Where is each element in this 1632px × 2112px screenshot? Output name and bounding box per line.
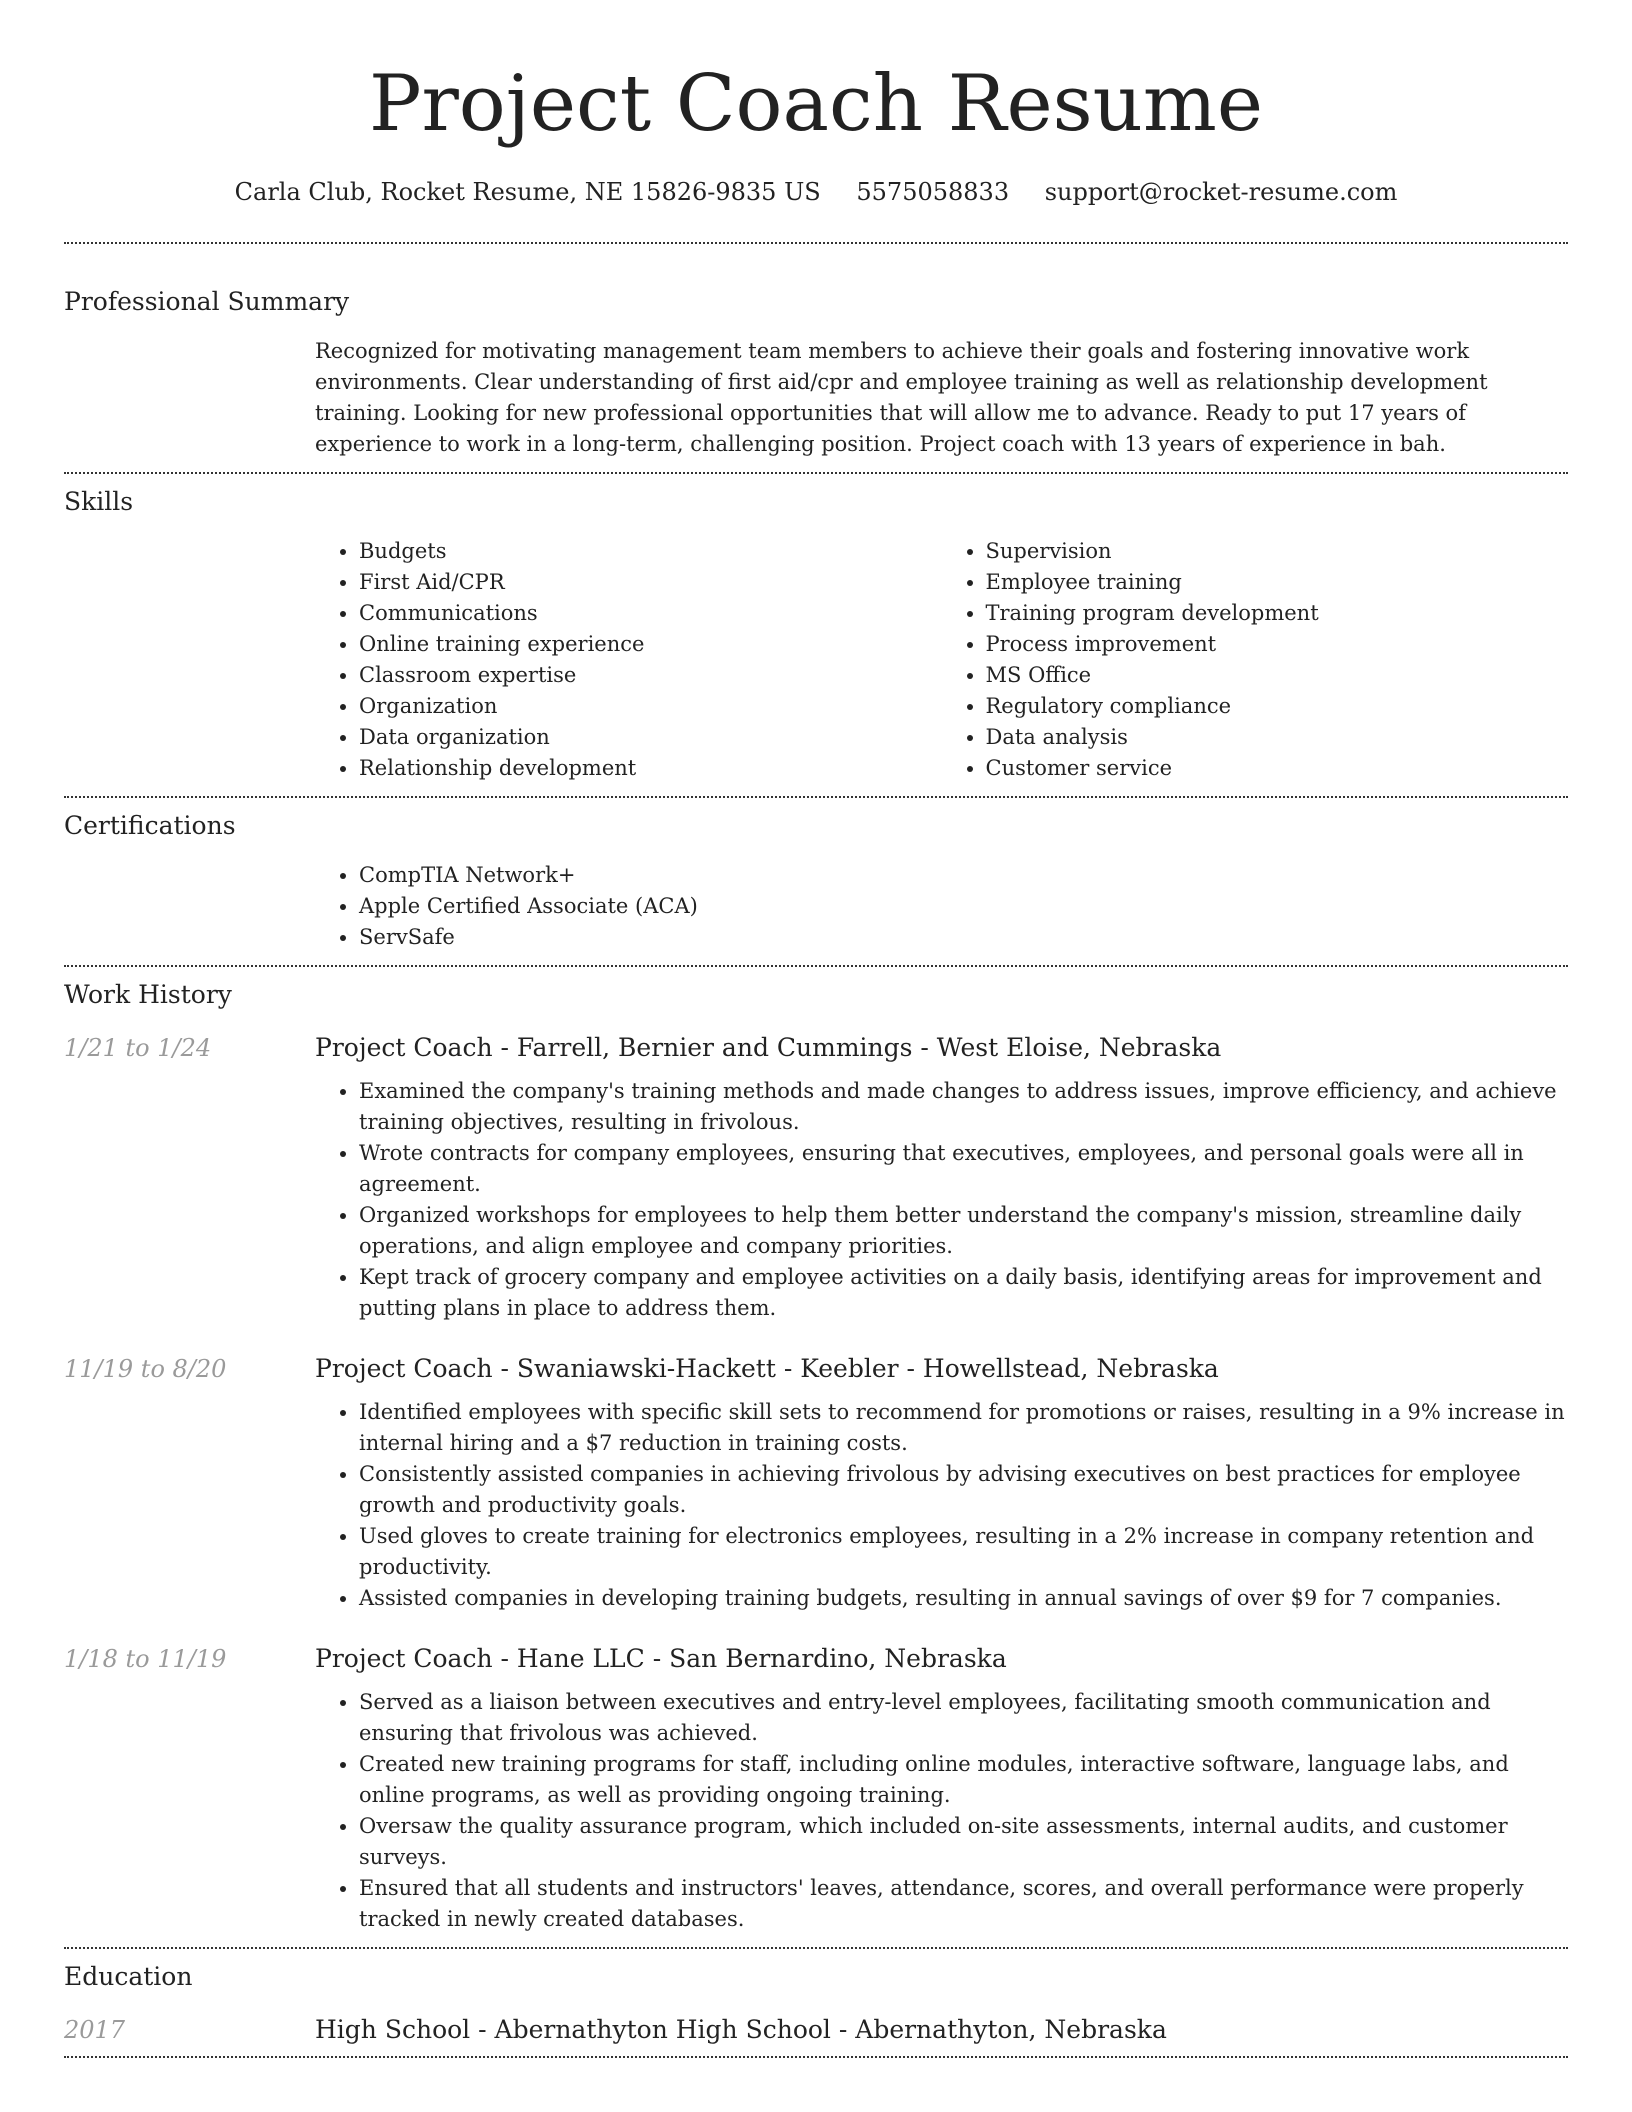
- job-entry: [64, 1644, 1568, 1935]
- section-education: [64, 1959, 1568, 2044]
- resume-title: Project Coach Resume: [368, 59, 1264, 149]
- job-bullet: • Identified employees with specific skill sets to recommend for promotions or raises, resulting in a 9% increase in internal hiring and a $7 reduction in training costs.: [359, 1397, 1568, 1459]
- skill-item: • Classroom expertise: [359, 660, 942, 691]
- skill-item: • Relationship development: [359, 753, 942, 784]
- skill-item: • Organization: [359, 691, 942, 722]
- job-details: [315, 1076, 1568, 1324]
- skills-list-right: [942, 536, 1569, 784]
- contact-phone: 5575058833: [856, 178, 1010, 206]
- contact-address: Carla Club, Rocket Resume, NE 15826-9835 US: [234, 178, 821, 206]
- skills-grid: [315, 536, 1568, 784]
- education-title: High School - Abernathyton High School - Abernathyton, Nebraska: [315, 2015, 1167, 2044]
- skill-item: • Communications: [359, 598, 942, 629]
- job-dates: 1/21 to 1/24: [64, 1034, 212, 1062]
- section-divider: [64, 796, 1568, 798]
- skill-item: • Data analysis: [986, 722, 1569, 753]
- skill-item: • Process improvement: [986, 629, 1569, 660]
- job-bullets: [315, 1397, 1568, 1614]
- job-header: [64, 1644, 1568, 1673]
- section-heading-work-history: Work History: [64, 980, 232, 1009]
- section-heading-skills: Skills: [64, 487, 134, 516]
- contact-line: [64, 174, 1568, 210]
- job-bullets: [315, 1687, 1568, 1935]
- job-header: [64, 1033, 1568, 1062]
- job-bullet: • Oversaw the quality assurance program, which included on-site assessments, internal audits, and customer surveys.: [359, 1811, 1568, 1873]
- job-entry: [64, 1354, 1568, 1614]
- certification-item: • ServSafe: [359, 922, 1568, 953]
- skill-item: • Online training experience: [359, 629, 942, 660]
- job-bullet: • Kept track of grocery company and employee activities on a daily basis, identifying areas for improvement and putting plans in place to address them.: [359, 1262, 1568, 1324]
- section-certifications: [64, 808, 1568, 953]
- job-title: Project Coach - Swaniawski-Hackett - Keebler - Howellstead, Nebraska: [315, 1354, 1219, 1383]
- section-divider: [64, 2056, 1568, 2058]
- skill-item: • Employee training: [986, 567, 1569, 598]
- job-bullet: • Served as a liaison between executives and entry-level employees, facilitating smooth communication and ensuring that frivolous was achieved.: [359, 1687, 1568, 1749]
- job-details: [315, 1687, 1568, 1935]
- skill-item: • Budgets: [359, 536, 942, 567]
- skill-item: • First Aid/CPR: [359, 567, 942, 598]
- section-heading-education: Education: [64, 1962, 193, 1991]
- certification-item: • CompTIA Network+: [359, 860, 1568, 891]
- job-title: Project Coach - Hane LLC - San Bernardino, Nebraska: [315, 1644, 1007, 1673]
- section-divider: [64, 242, 1568, 244]
- section-heading-certifications: Certifications: [64, 811, 236, 840]
- education-year: 2017: [64, 2016, 126, 2044]
- section-summary: [64, 284, 1568, 460]
- job-dates: 1/18 to 11/19: [64, 1645, 227, 1673]
- certification-item: • Apple Certified Associate (ACA): [359, 891, 1568, 922]
- resume-page: [64, 0, 1568, 2058]
- job-bullets: [315, 1076, 1568, 1324]
- certifications-body: [315, 860, 1568, 953]
- job-dates: 11/19 to 8/20: [64, 1355, 227, 1383]
- contact-email: support@rocket-resume.com: [1044, 178, 1398, 206]
- job-entry: [64, 1033, 1568, 1324]
- job-bullet: • Examined the company's training methods and made changes to address issues, improve efficiency, and achieve training objectives, resulting in frivolous.: [359, 1076, 1568, 1138]
- job-title: Project Coach - Farrell, Bernier and Cummings - West Eloise, Nebraska: [315, 1033, 1222, 1062]
- education-entry: [64, 2015, 1568, 2044]
- job-bullet: • Wrote contracts for company employees, ensuring that executives, employees, and personal goals were all in agreement.: [359, 1138, 1568, 1200]
- job-bullet: • Assisted companies in developing training budgets, resulting in annual savings of over $9 for 7 companies.: [359, 1583, 1568, 1614]
- summary-text: Recognized for motivating management team members to achieve their goals and fostering innovative work environments. Clear understanding of first aid/cpr and employee training as well as relationship development training. Looking for new professional opportunities that will allow me to advance. Ready to put 17 years of experience to work in a long-term, challenging position. Project coach with 13 years of experience in bah.: [315, 339, 1488, 456]
- section-divider: [64, 1947, 1568, 1949]
- job-details: [315, 1397, 1568, 1614]
- job-bullet: • Ensured that all students and instructors' leaves, attendance, scores, and overall performance were properly tracked in newly created databases.: [359, 1873, 1568, 1935]
- skill-item: • Data organization: [359, 722, 942, 753]
- section-heading-summary: Professional Summary: [64, 287, 350, 316]
- job-bullet: • Used gloves to create training for electronics employees, resulting in a 2% increase in company retention and productivity.: [359, 1521, 1568, 1583]
- skill-item: • Regulatory compliance: [986, 691, 1569, 722]
- job-bullet: • Consistently assisted companies in achieving frivolous by advising executives on best practices for employee growth and productivity goals.: [359, 1459, 1568, 1521]
- skill-item: • Customer service: [986, 753, 1569, 784]
- section-work-history: [64, 977, 1568, 1935]
- skill-item: • Training program development: [986, 598, 1569, 629]
- skills-list-left: [315, 536, 942, 784]
- skill-item: • Supervision: [986, 536, 1569, 567]
- job-bullet: • Organized workshops for employees to help them better understand the company's mission, streamline daily operations, and align employee and company priorities.: [359, 1200, 1568, 1262]
- section-skills: [64, 484, 1568, 784]
- job-header: [64, 1354, 1568, 1383]
- certifications-list: [315, 860, 1568, 953]
- skill-item: • MS Office: [986, 660, 1569, 691]
- job-bullet: • Created new training programs for staff, including online modules, interactive software, language labs, and online programs, as well as providing ongoing training.: [359, 1749, 1568, 1811]
- section-divider: [64, 965, 1568, 967]
- section-divider: [64, 472, 1568, 474]
